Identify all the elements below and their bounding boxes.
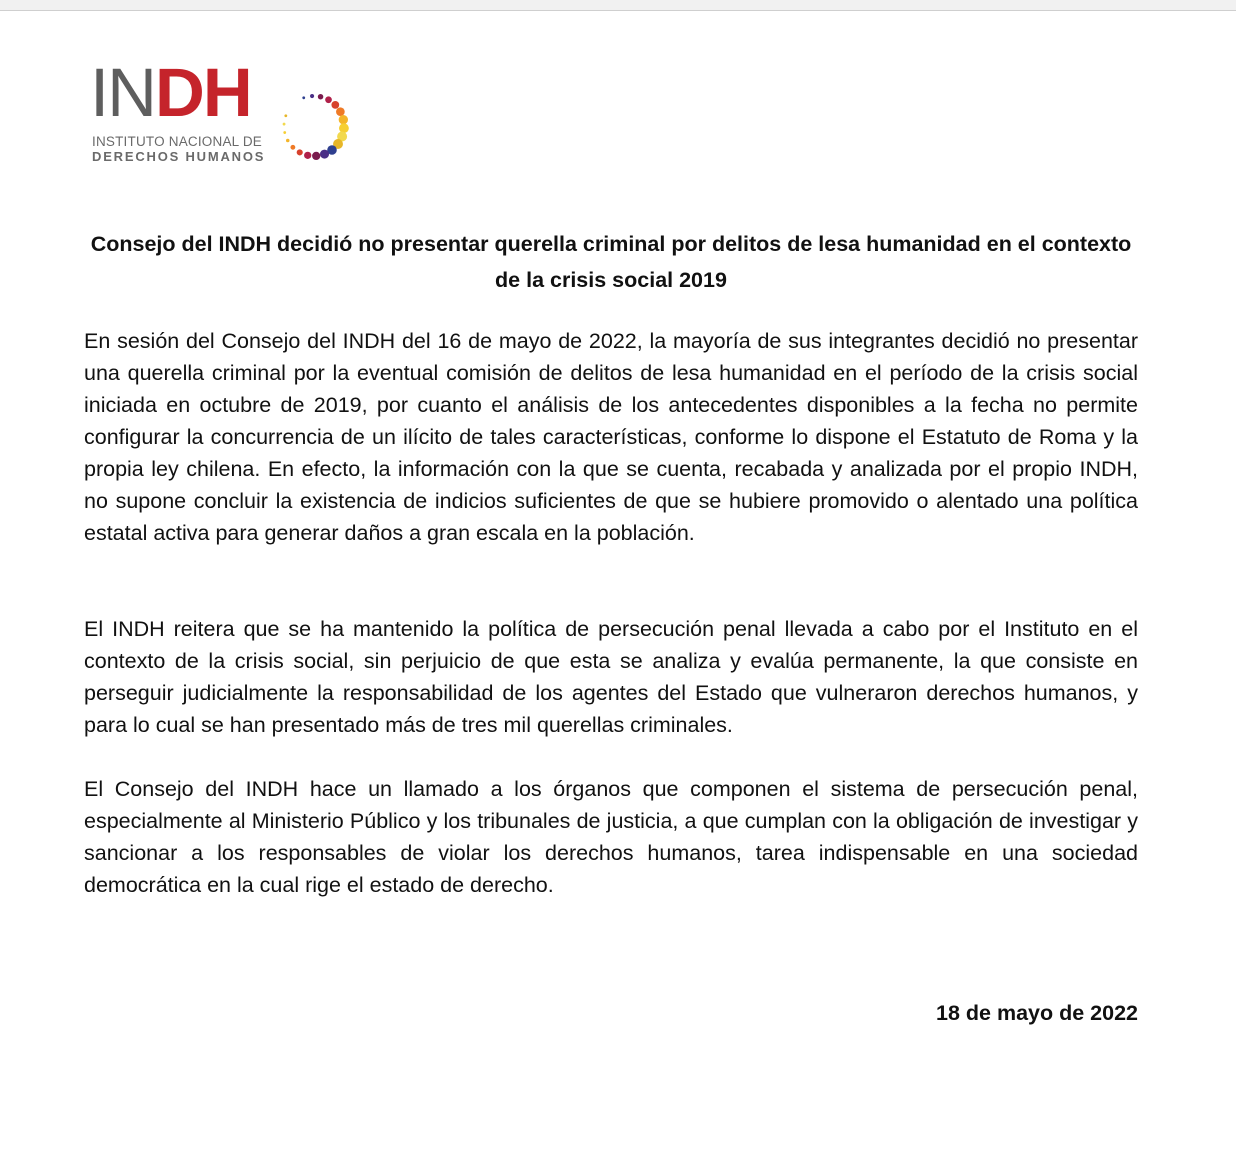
logo-dot: [302, 96, 305, 99]
logo-wordmark: [90, 54, 251, 131]
logo-letters-dh: DH: [155, 54, 251, 131]
top-border: [0, 0, 1236, 11]
indh-logo: [88, 54, 368, 168]
document-date: 18 de mayo de 2022: [936, 1001, 1138, 1025]
logo-dot-ring-icon: [274, 86, 358, 166]
logo-dot: [297, 149, 303, 155]
body-paragraph-1: En sesión del Consejo del INDH del 16 de mayo de 2022, la mayoría de sus integrantes decidió no presentar una querella criminal por la eventual comisión de delitos de lesa humanidad en el período de la crisis social iniciada en octubre de 2019, por cuanto el análisis de los antecedentes disponibles a la fecha no permite configurar la concurrencia de un ilícito de tales características, conforme lo dispone el Estatuto de Roma y la propia ley chilena. En efecto, la información con la que se cuenta, recabada y analizada por el propio INDH, no supone concluir la existencia de indicios suficientes de que se hubiere promovido o alentado una política estatal activa para generar daños a gran escala en la población.: [84, 329, 1138, 545]
logo-dot: [325, 96, 332, 103]
logo-dot: [304, 152, 311, 159]
document-title: Consejo del INDH decidió no presentar querella criminal por delitos de lesa humanidad en el contexto de la crisis social 2019: [90, 232, 1132, 292]
logo-letters-in: IN: [90, 54, 155, 131]
logo-dot: [318, 94, 323, 99]
logo-dot: [310, 94, 314, 98]
body-paragraph-2: El INDH reitera que se ha mantenido la política de persecución penal llevada a cabo por el Instituto en el contexto de la crisis social, sin perjuicio de que esta se analiza y evalúa permanente, la que consiste en perseguir judicialmente la responsabilidad de los agentes del Estado que vulneraron derechos humanos, y para lo cual se han presentado más de tres mil querellas criminales.: [84, 617, 1138, 737]
logo-dot: [320, 150, 329, 159]
logo-dot: [336, 107, 345, 116]
logo-subtitle-line1: INSTITUTO NACIONAL DE: [92, 134, 262, 149]
logo-dot: [283, 131, 286, 134]
logo-dot: [290, 145, 295, 150]
logo-dot: [339, 115, 348, 124]
logo-dot: [312, 152, 320, 160]
logo-dot: [286, 139, 290, 143]
logo-subtitle-line2: DERECHOS HUMANOS: [92, 149, 266, 164]
logo-dot: [331, 101, 339, 109]
logo-dot: [284, 114, 287, 117]
logo-dot: [283, 123, 286, 126]
logo-dot: [339, 123, 349, 133]
body-paragraph-3: El Consejo del INDH hace un llamado a los órganos que componen el sistema de persecución penal, especialmente al Ministerio Público y los tribunales de justicia, a que cumplan con la obligación de investigar y sancionar a los responsables de violar los derechos humanos, tarea indispensable en una sociedad democrática en la cual rige el estado de derecho.: [84, 777, 1138, 897]
